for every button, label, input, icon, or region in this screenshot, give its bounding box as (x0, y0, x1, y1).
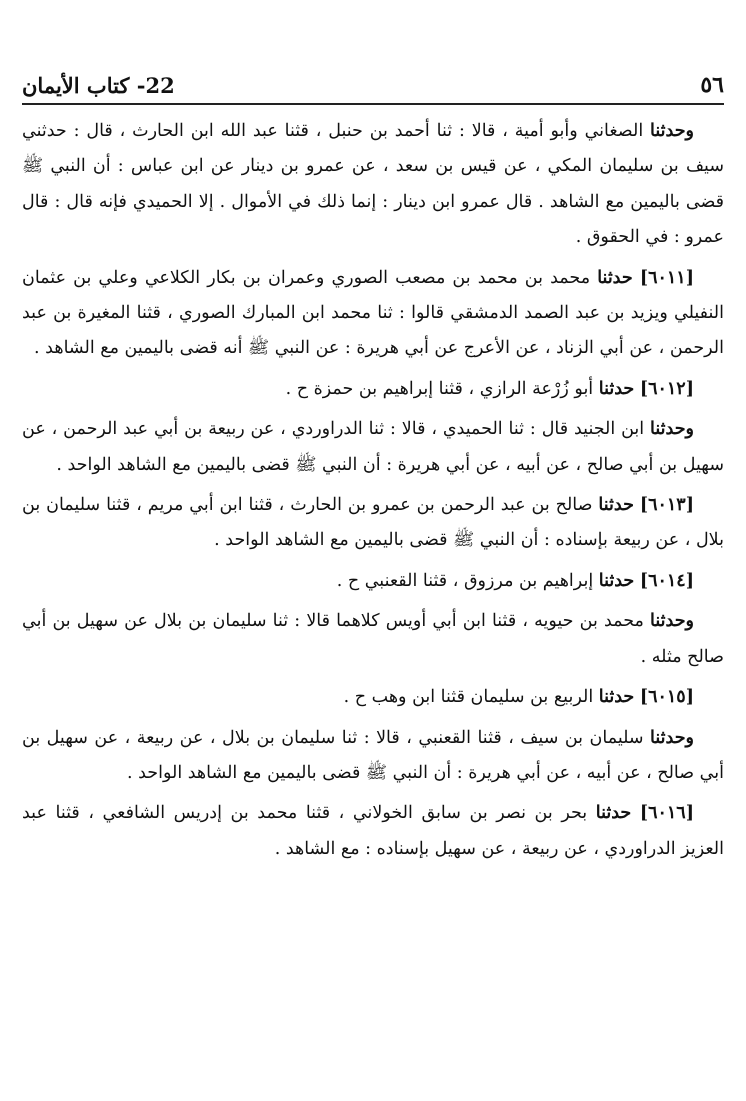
hadith-paragraph (22, 564, 724, 599)
hadith-paragraph (22, 680, 724, 715)
paragraph (22, 721, 724, 792)
hadith-number: [٦٠١٥] (639, 687, 694, 708)
paragraph-text: صالح بن عبد الرحمن بن عمرو بن الحارث ، قثنا ابن أبي مريم ، قثنا سليمان بن بلال ، عن ربيعة بإسناده : أن النبي ﷺ قضى باليمين مع الشاهد الواحد . (22, 495, 724, 551)
hadith-number: [٦٠١٣] (639, 495, 694, 516)
chapter-title: 22- كتاب الأيمان (22, 73, 175, 98)
paragraph-text: إبراهيم بن مرزوق ، قثنا القعنبي ح . (336, 570, 599, 591)
paragraph-lead: حدثنا (598, 570, 635, 591)
header-rule (22, 103, 724, 105)
paragraph (22, 604, 724, 675)
paragraph (22, 114, 724, 256)
paragraph-lead: حدثنا (598, 687, 635, 708)
hadith-paragraph (22, 372, 724, 407)
paragraph-text: محمد بن محمد بن مصعب الصوري وعمران بن بكار الكلاعي وعلي بن عثمان النفيلي ويزيد بن عبد الصمد الدمشقي قالوا : ثنا محمد ابن المبارك الصوري ، قثنا المغيرة بن عبد الرحمن ، عن أبي الزناد ، عن الأعرج عن أبي هريرة : عن النبي ﷺ أنه قضى باليمين مع الشاهد . (22, 267, 724, 359)
paragraph-text: سليمان بن سيف ، قثنا القعنبي ، قالا : ثنا سليمان بن بلال ، عن ربيعة ، عن سهيل بن أبي صالح ، عن أبيه ، عن أبي هريرة : أن النبي ﷺ قضى باليمين مع الشاهد الواحد . (22, 727, 724, 783)
hadith-number: [٦٠١٢] (639, 378, 694, 399)
hadith-paragraph (22, 261, 724, 367)
hadith-number: [٦٠١١] (639, 267, 694, 288)
paragraph-text: ابن الجنيد قال : ثنا الحميدي ، قالا : ثنا الدراوردي ، عن ربيعة بن أبي عبد الرحمن ، عن سهيل بن أبي صالح ، عن أبيه ، عن أبي هريرة : أن النبي ﷺ قضى باليمين مع الشاهد الواحد . (22, 419, 724, 475)
paragraph-lead: حدثنا (597, 267, 633, 288)
hadith-paragraph (22, 796, 724, 867)
paragraph-lead: وحدثنا (650, 727, 694, 748)
paragraph-lead: وحدثنا (650, 419, 694, 440)
paragraph-text: أبو زُرْعة الرازي ، قثنا إبراهيم بن حمزة ح . (285, 378, 599, 399)
hadith-paragraph (22, 488, 724, 559)
page-header (22, 62, 724, 98)
page-body (22, 114, 724, 872)
page-number: ٥٦ (700, 72, 724, 98)
hadith-number: [٦٠١٦] (639, 803, 694, 824)
paragraph-text: الربيع بن سليمان قثنا ابن وهب ح . (343, 687, 599, 708)
paragraph-text: الصغاني وأبو أمية ، قالا : ثنا أحمد بن حنبل ، قثنا عبد الله ابن الحارث ، قال : حدثني سيف بن سليمان المكي ، عن قيس بن سعد ، عن عمرو بن دينار عن ابن عباس : أن النبي ﷺ قضى باليمين مع الشاهد . قال عمرو ابن دينار : إنما ذلك في الأموال . إلا الحميدي فإنه قال : قال عمرو : في الحقوق . (22, 121, 724, 248)
paragraph-text: محمد بن حيويه ، قثنا ابن أبي أويس كلاهما قالا : ثنا سليمان بن بلال عن سهيل بن أبي صالح مثله . (22, 611, 724, 667)
hadith-number: [٦٠١٤] (639, 570, 694, 591)
paragraph-lead: وحدثنا (650, 611, 694, 632)
paragraph-lead: حدثنا (595, 803, 632, 824)
paragraph-lead: حدثنا (598, 495, 634, 516)
paragraph-lead: وحدثنا (650, 121, 694, 141)
paragraph (22, 412, 724, 483)
paragraph-lead: حدثنا (598, 378, 635, 399)
paragraph-text: بحر بن نصر بن سابق الخولاني ، قثنا محمد بن إدريس الشافعي ، قثنا عبد العزيز الدراوردي ، عن ربيعة ، عن سهيل بإسناده : مع الشاهد . (22, 803, 724, 859)
